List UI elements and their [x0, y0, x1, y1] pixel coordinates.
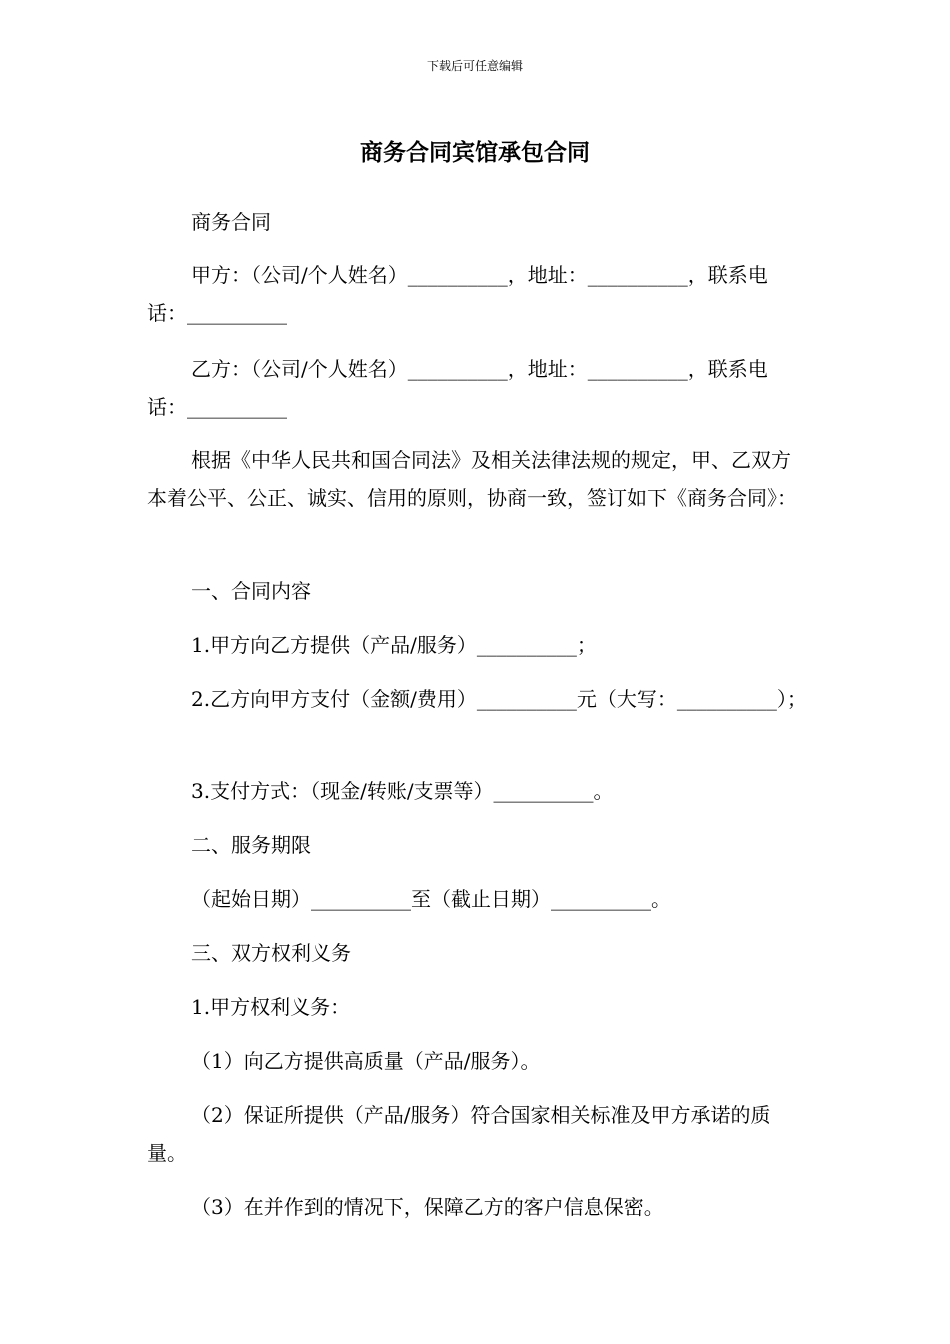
document-title: 商务合同宾馆承包合同: [360, 140, 590, 166]
section-heading-rights-obligations: 三、双方权利义务: [191, 941, 351, 965]
paragraph-right-3: （3）在并作到的情况下，保障乙方的客户信息保密。: [191, 1195, 664, 1219]
paragraph-party-a-rights: 1.甲方权利义务：: [191, 995, 351, 1019]
section-heading-service-period: 二、服务期限: [191, 833, 311, 857]
paragraph-item-2: 2.乙方向甲方支付（金额/费用）__________元（大写：__________）；: [191, 687, 807, 711]
header-note: 下载后可任意编辑: [426, 59, 523, 73]
paragraph-right-1: （1）向乙方提供高质量（产品/服务）。: [191, 1049, 541, 1073]
section-heading-contract-content: 一、合同内容: [191, 579, 311, 603]
paragraph-item-1: 1.甲方向乙方提供（产品/服务）__________；: [191, 633, 597, 657]
paragraph-party-a: 甲方：（公司/个人姓名）__________，地址：__________，联系电话：__________: [147, 263, 768, 325]
paragraph-item-3: 3.支付方式：（现金/转账/支票等）__________。: [191, 779, 614, 803]
paragraph-right-2: （2）保证所提供（产品/服务）符合国家相关标准及甲方承诺的质量。: [147, 1103, 771, 1165]
paragraph-heading-contract: 商务合同: [191, 210, 271, 234]
paragraph-preamble: 根据《中华人民共和国合同法》及相关法律法规的规定，甲、乙双方本着公平、公正、诚实、信用的原则，协商一致，签订如下《商务合同》：: [147, 448, 797, 510]
paragraph-period-dates: （起始日期）__________至（截止日期）__________。: [191, 887, 671, 911]
paragraph-party-b: 乙方：（公司/个人姓名）__________，地址：__________，联系电话：__________: [147, 357, 768, 419]
